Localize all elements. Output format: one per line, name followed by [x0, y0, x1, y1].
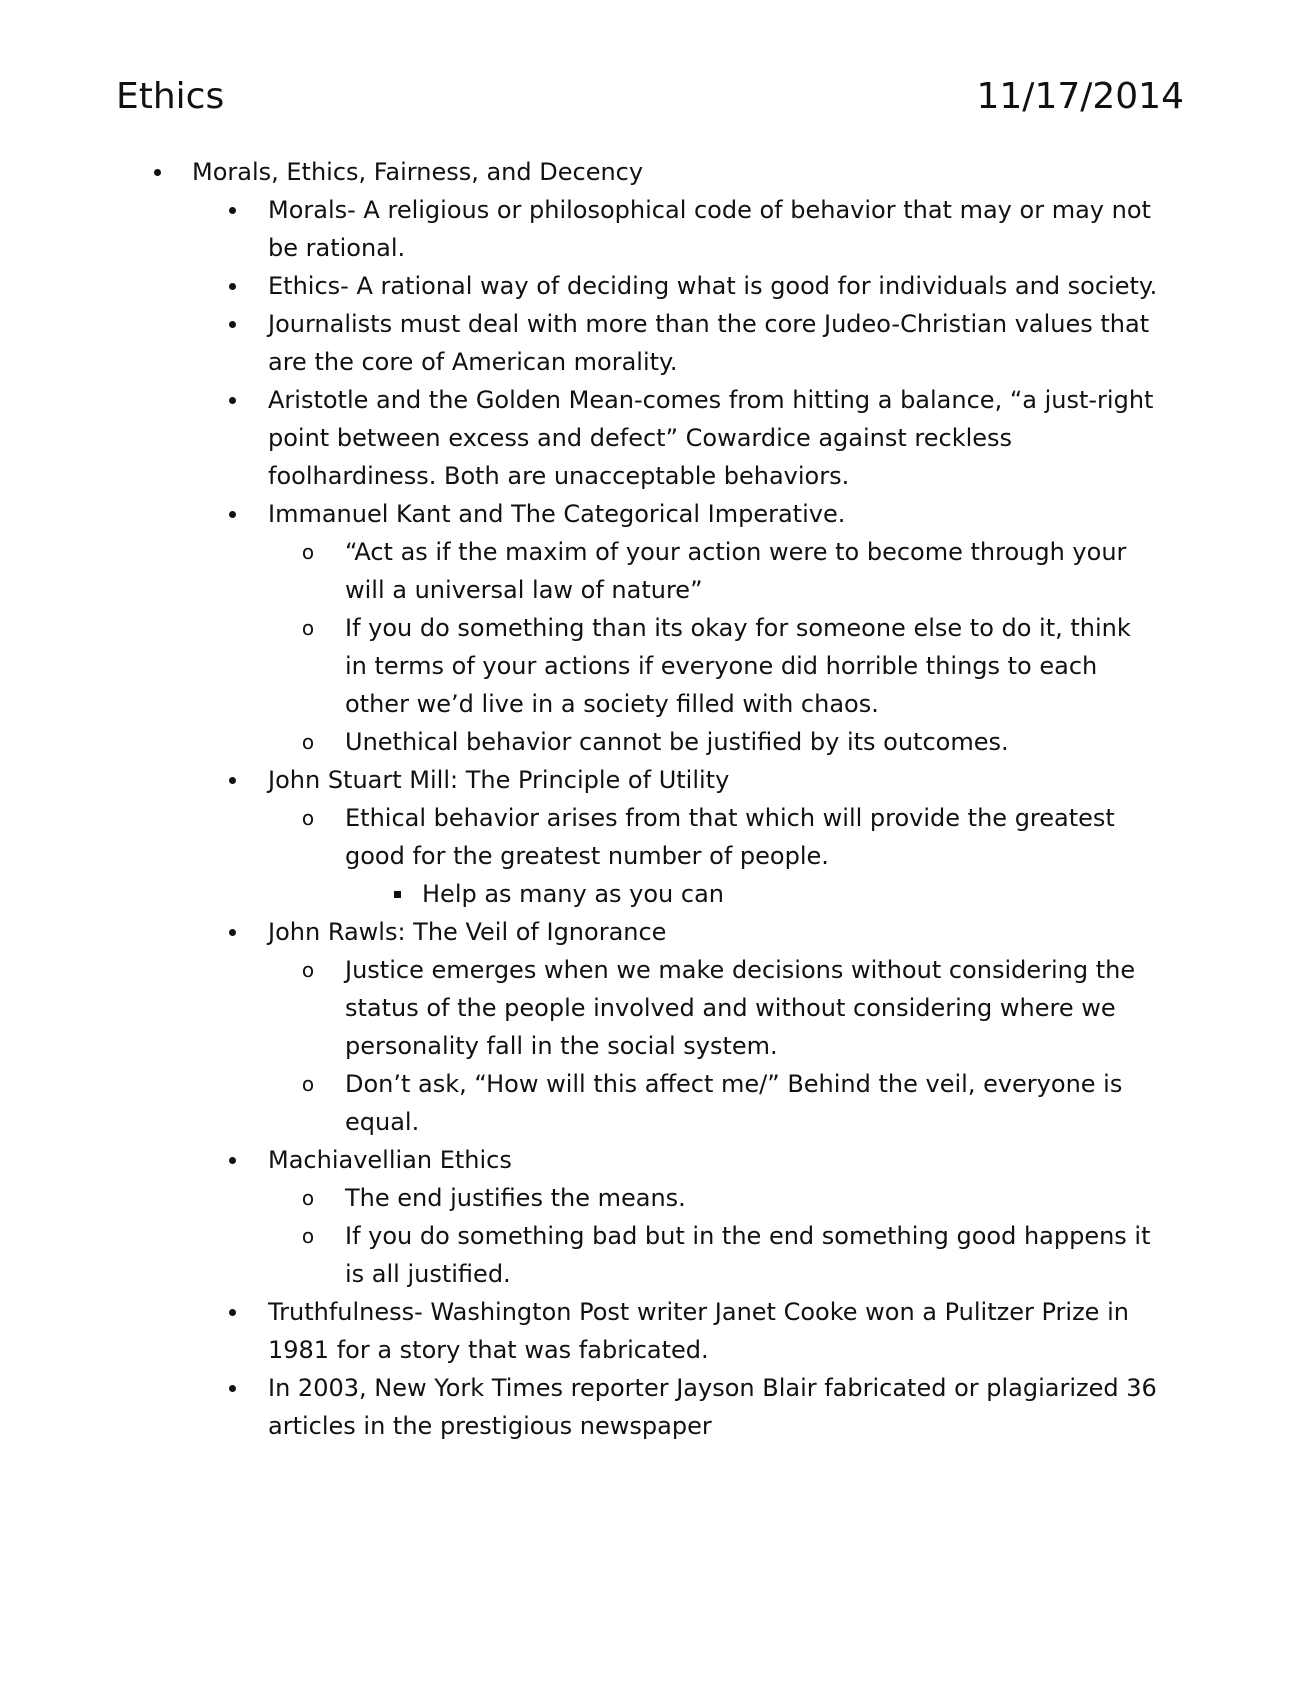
bullet-icon — [225, 1293, 239, 1331]
sub-item-text: Don’t ask, “How will this affect me/” Behind the veil, everyone is equal. — [345, 1070, 1123, 1136]
hollow-circle-bullet-icon: o — [301, 730, 315, 754]
square-bullet-icon — [390, 875, 404, 913]
list-item-blair — [0, 1369, 1158, 1445]
notes-outline — [0, 153, 1306, 1445]
sub-item-text: If you do something than its okay for someone else to do it, think in terms of your actions if everyone did horrible things to each other we’d live in a society filled with chaos. — [345, 614, 1131, 718]
list-item-text: Machiavellian Ethics — [268, 1146, 512, 1174]
sub-item-kant-1 — [0, 533, 1155, 609]
hollow-circle-bullet-icon: o — [301, 1186, 315, 1210]
sub-item-text: Unethical behavior cannot be justified by its outcomes. — [345, 728, 1009, 756]
sub-sub-item-text: Help as many as you can — [422, 880, 724, 908]
list-item-text: Truthfulness- Washington Post writer Janet Cooke won a Pulitzer Prize in 1981 for a story that was fabricated. — [268, 1298, 1129, 1364]
hollow-circle-bullet-icon: o — [301, 958, 315, 982]
bullet-icon — [225, 495, 239, 533]
document-header — [116, 72, 1184, 122]
list-item-morals — [0, 191, 1158, 267]
sub-item-machiavellian-1 — [0, 1179, 1155, 1217]
hollow-circle-bullet-icon: o — [301, 616, 315, 640]
hollow-circle-bullet-icon: o — [301, 540, 315, 564]
sub-item-machiavellian-2 — [0, 1217, 1155, 1293]
page-title: Ethics — [116, 76, 225, 117]
list-item-topic — [0, 153, 1192, 191]
sub-item-mill-1 — [0, 799, 1155, 875]
bullet-icon — [225, 267, 239, 305]
sub-item-text: “Act as if the maxim of your action were to become through your will a universal law of nature” — [345, 538, 1127, 604]
sub-item-text: The end justifies the means. — [345, 1184, 686, 1212]
bullet-list — [0, 153, 1306, 1445]
list-item-text: John Stuart Mill: The Principle of Utility — [268, 766, 730, 794]
bullet-icon — [225, 381, 239, 419]
sub-sub-item-mill-1 — [0, 875, 1142, 913]
list-item-text: Journalists must deal with more than the core Judeo-Christian values that are the core of American morality. — [268, 310, 1150, 376]
list-item-text: Ethics- A rational way of deciding what is good for individuals and society. — [268, 272, 1158, 300]
sub-item-rawls-2 — [0, 1065, 1155, 1141]
sub-item-rawls-1 — [0, 951, 1155, 1065]
list-item-text: Morals- A religious or philosophical code of behavior that may or may not be rational. — [268, 196, 1151, 262]
bullet-icon — [150, 153, 164, 191]
sub-item-text: If you do something bad but in the end something good happens it is all justified. — [345, 1222, 1151, 1288]
bullet-icon — [225, 1141, 239, 1179]
bullet-icon — [225, 305, 239, 343]
list-item-kant — [0, 495, 1158, 533]
bullet-icon — [225, 761, 239, 799]
page-date: 11/17/2014 — [976, 76, 1184, 117]
list-item-ethics — [0, 267, 1158, 305]
list-item-text: In 2003, New York Times reporter Jayson Blair fabricated or plagiarized 36 articles in the prestigious newspaper — [268, 1374, 1157, 1440]
list-item-text: Aristotle and the Golden Mean-comes from hitting a balance, “a just-right point between excess and defect” Cowardice against reckless foolhardiness. Both are unacceptable behaviors. — [268, 386, 1154, 490]
list-item-text: Immanuel Kant and The Categorical Imperative. — [268, 500, 846, 528]
bullet-icon — [225, 1369, 239, 1407]
hollow-circle-bullet-icon: o — [301, 1072, 315, 1096]
hollow-circle-bullet-icon: o — [301, 806, 315, 830]
hollow-circle-bullet-icon: o — [301, 1224, 315, 1248]
list-item-journalists — [0, 305, 1158, 381]
sub-item-kant-3 — [0, 723, 1155, 761]
list-item-text: John Rawls: The Veil of Ignorance — [268, 918, 667, 946]
sub-item-text: Justice emerges when we make decisions without considering the status of the people involved and without considering where we personality fall in the social system. — [345, 956, 1136, 1060]
bullet-icon — [225, 191, 239, 229]
list-item-mill — [0, 761, 1158, 799]
sub-item-kant-2 — [0, 609, 1155, 723]
list-item-machiavellian — [0, 1141, 1158, 1179]
list-item-truthfulness — [0, 1293, 1158, 1369]
sub-item-text: Ethical behavior arises from that which will provide the greatest good for the greatest number of people. — [345, 804, 1115, 870]
list-item-rawls — [0, 913, 1158, 951]
bullet-icon — [225, 913, 239, 951]
list-item-aristotle — [0, 381, 1158, 495]
list-item-text: Morals, Ethics, Fairness, and Decency — [192, 158, 644, 186]
